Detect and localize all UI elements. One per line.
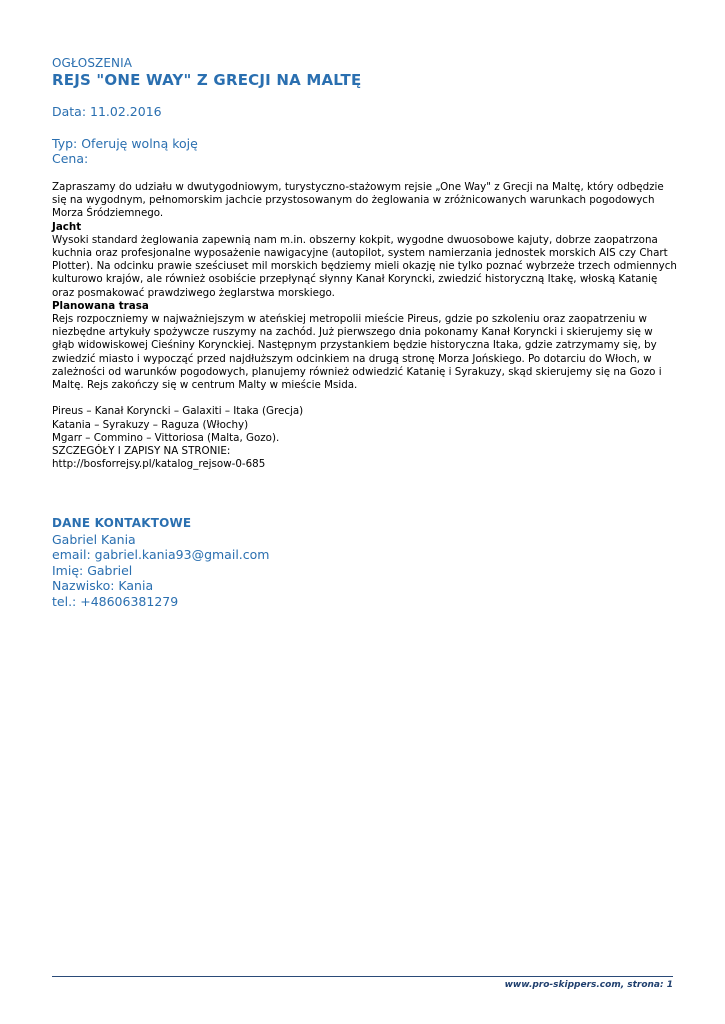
date-line: Data: 11.02.2016 [52,104,162,119]
yacht-paragraph: Wysoki standard żeglowania zapewnią nam m.in. obszerny kokpit, wygodne dwuosobowe kajuty, dobrze zaopatrzona kuchnia oraz profesjonalne wyposażenie nawigacyjne (autopilot, system namierzania jednostek morskich AIS czy Chart Plotter). Na odcinku prawie sześciuset mil morskich będziemy mieli okazję nie tylko poznać wybrzeże trzech odmiennych kulturowo krajów, ale również osobiście przepłynąć słynny Kanał Koryncki, zwiedzić historyczną Itakę, włoską Katanię oraz posmakować prawdziwego żeglarstwa morskiego. [52,233,677,299]
yacht-heading: Jacht [52,220,82,233]
category-label: OGŁOSZENIA [52,56,133,70]
route-heading: Planowana trasa [52,299,149,312]
contact-name: Gabriel Kania [52,531,136,547]
contact-heading: DANE KONTAKTOWE [52,516,192,530]
offer-type: Typ: Oferuję wolną koję [52,136,198,151]
contact-first-name: Imię: Gabriel [52,562,133,578]
offer-type-block [52,136,198,166]
footer-text: www.pro-skippers.com, strona: 1 [504,980,673,990]
price: Cena: [52,151,89,166]
contact-last-name: Nazwisko: Kania [52,578,154,593]
page-title: REJS "ONE WAY" Z GRECJI NA MALTĘ [52,71,362,89]
intro-paragraph: Zapraszamy do udziału w dwutygodniowym, turystyczno-stażowym rejsie „One Way" z Grecji na Maltę, który odbędzie się na wygodnym, pełnomorskim jachcie przystosowanym do żeglowania w zróżnicowanych warunkach pogodowych Morza Śródziemnego. [52,181,664,220]
contact-email[interactable]: email: gabriel.kania93@gmail.com [52,547,270,562]
details-label: SZCZEGÓŁY I ZAPISY NA STRONIE: [52,445,231,458]
contact-phone[interactable]: tel.: +48606381279 [52,593,179,609]
route-line-greece: Pireus – Kanał Koryncki – Galaxiti – Itaka (Grecja) [52,405,304,418]
spacer [52,392,677,405]
route-paragraph: Rejs rozpoczniemy w najważniejszym w ateńskiej metropolii mieście Pireus, gdzie po szkoleniu oraz zaopatrzeniu w niezbędne artykuły spożywcze ruszymy na zachód. Już pierwszego dnia pokonamy Kanał Koryncki i skierujemy się w głąb widowiskowej Cieśniny Korynckiej. Następnym przystankiem będzie historyczna Itaka, gdzie zatrzymamy się, by zwiedzić miasto i wypocząć przed najdłuższym odcinkiem na drugą stronę Morza Jońskiego. Po dotarciu do Włoch, w zależności od warunków pogodowych, planujemy również odwiedzić Katanię i Syrakuzy, skąd skierujemy się na Gozo i Maltę. Rejs zakończy się w centrum Malty w mieście Msida. [52,313,662,392]
contact-section [52,516,269,609]
footer-divider [52,976,673,977]
announcement-body [52,181,677,471]
route-line-malta: Mgarr – Commino – Vittoriosa (Malta, Gozo). [52,431,280,444]
route-line-italy: Katania – Syrakuzy – Raguza (Włochy) [52,418,249,431]
details-url[interactable]: http://bosforrejsy.pl/katalog_rejsow-0-685 [52,458,266,471]
